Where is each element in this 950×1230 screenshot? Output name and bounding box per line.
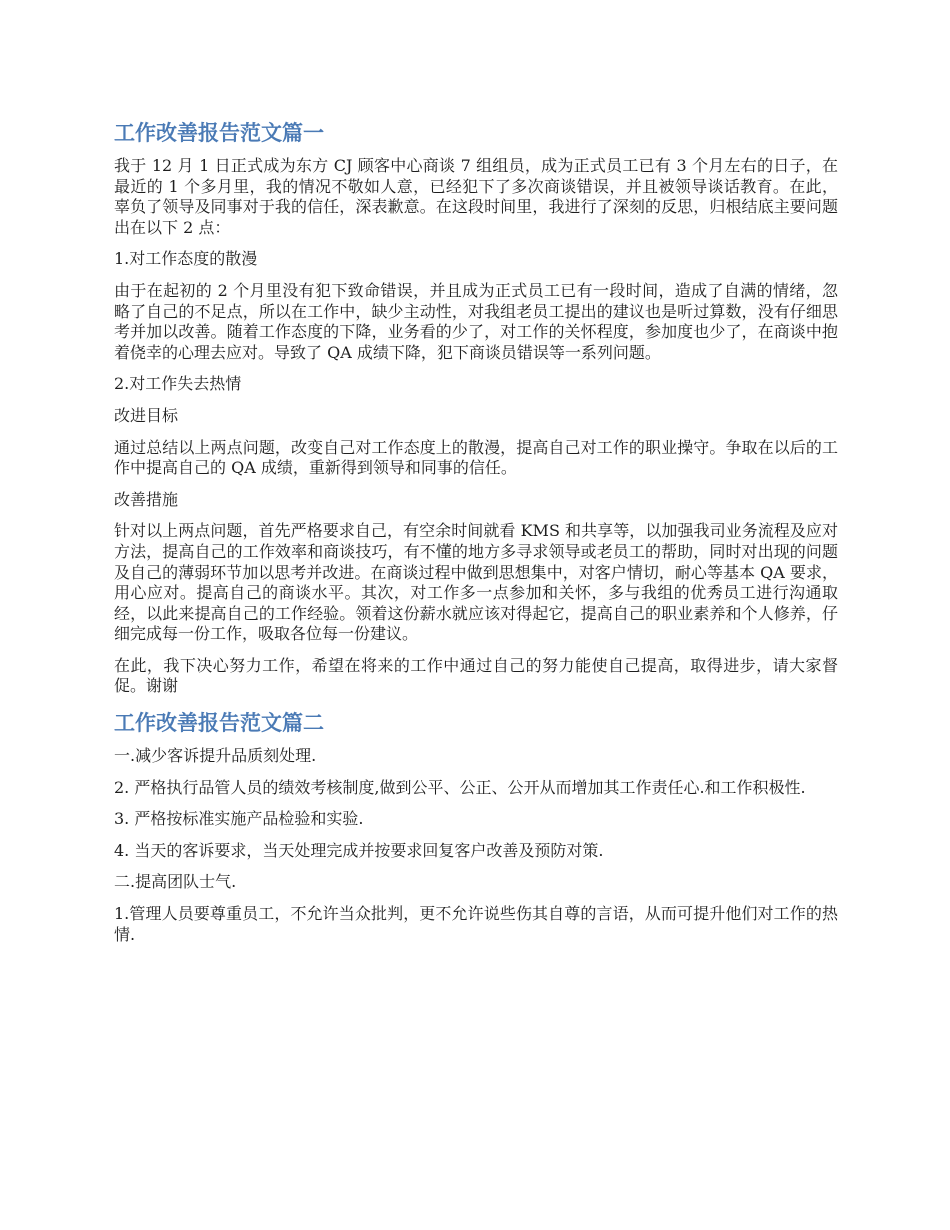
section-2-paragraph: 二.提高团队士气. <box>114 872 237 892</box>
section-1-paragraph: 我于 12 月 1 日正式成为东方 CJ 顾客中心商谈 7 组组员，成为正式员工已有 3 个月左右的日子，在最近的 1 个多月里，我的情况不敬如人意，已经犯下了多次商谈错误，并且被领导谈话教育。在此，辜负了领导及同事对于我的信任，深表歉意。在这段时间里，我进行了深刻的反思，归根结底主要问题出在以下 2 点： <box>114 156 838 237</box>
section-1-paragraph: 改进目标 <box>114 405 179 425</box>
section-1-title: 工作改善报告范文篇一 <box>114 121 324 145</box>
section-2-paragraph: 1.管理人员要尊重员工，不允许当众批判，更不允许说些伤其自尊的言语，从而可提升他们对工作的热情. <box>114 904 838 944</box>
section-2-paragraph: 一.减少客诉提升品质刻处理. <box>114 746 317 766</box>
section-1-paragraph: 2.对工作失去热情 <box>114 374 242 394</box>
section-1-paragraph: 1.对工作态度的散漫 <box>114 249 258 269</box>
document-page <box>114 118 838 956</box>
section-1-paragraph: 针对以上两点问题，首先严格要求自己，有空余时间就看 KMS 和共享等，以加强我司业务流程及应对方法，提高自己的工作效率和商谈技巧，有不懂的地方多寻求领导或老员工的帮助，同时对出现的问题及自己的薄弱环节加以思考并改进。在商谈过程中做到思想集中，对客户情切，耐心等基本 QA 要求，用心应对。提高自己的商谈水平。其次，对工作多一点参加和关怀，多与我组的优秀员工进行沟通取经，以此来提高自己的工作经验。领着这份薪水就应该对得起它，提高自己的职业素养和个人修养，仔细完成每一份工作，吸取各位每一份建议。 <box>114 521 838 644</box>
section-1-paragraph: 改善措施 <box>114 489 179 509</box>
section-2-paragraph: 4. 当天的客诉要求，当天处理完成并按要求回复客户改善及预防对策. <box>114 840 604 860</box>
section-1-paragraph: 通过总结以上两点问题，改变自己对工作态度上的散漫，提高自己对工作的职业操守。争取在以后的工作中提高自己的 QA 成绩，重新得到领导和同事的信任。 <box>114 437 838 478</box>
section-2-paragraph: 2. 严格执行品管人员的绩效考核制度,做到公平、公正、公开从而增加其工作责任心.和工作积极性. <box>114 777 806 797</box>
section-1-paragraph: 由于在起初的 2 个月里没有犯下致命错误，并且成为正式员工已有一段时间，造成了自满的情绪，忽略了自己的不足点，所以在工作中，缺少主动性，对我组老员工提出的建议也是听过算数，没有仔细思考并加以改善。随着工作态度的下降，业务看的少了，对工作的关怀程度，参加度也少了，在商谈中抱着侥幸的心理去应对。导致了 QA 成绩下降，犯下商谈员错误等一系列问题。 <box>114 280 838 362</box>
section-2-title: 工作改善报告范文篇二 <box>114 711 324 736</box>
section-2-paragraph: 3. 严格按标准实施产品检验和实验. <box>114 809 364 829</box>
section-1-paragraph: 在此，我下决心努力工作，希望在将来的工作中通过自己的努力能使自己提高，取得进步，请大家督促。谢谢 <box>114 655 838 696</box>
